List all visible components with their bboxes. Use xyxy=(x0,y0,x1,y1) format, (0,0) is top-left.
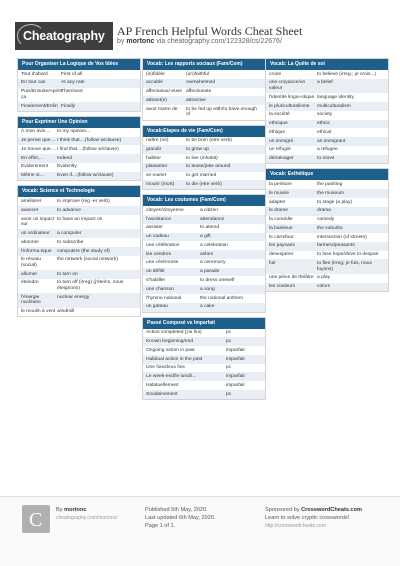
definition-cell: a refugee xyxy=(317,147,338,153)
definition-cell: to stage (a play) xyxy=(317,199,353,205)
table-row xyxy=(143,241,265,250)
table-row xyxy=(143,355,265,364)
term-cell: l'assistance xyxy=(146,216,172,222)
definition-cell: pc xyxy=(226,365,232,371)
section-title: Vocab: Esthétique xyxy=(266,169,388,180)
definition-cell: Then/next xyxy=(61,89,83,95)
table-row xyxy=(18,128,140,137)
section-title: Pour Organiser La Logique de Vos Idées xyxy=(18,59,140,70)
table-row xyxy=(143,364,265,373)
definition-cell: to be born (etre verb) xyxy=(186,138,232,144)
term-cell: citoyen/citoyenne xyxy=(146,207,184,213)
definition-cell: imparfait xyxy=(226,374,245,380)
definition-cell: an immigrant xyxy=(317,138,346,144)
term-cell: En effet,... xyxy=(21,155,44,161)
definition-cell: imparfait xyxy=(226,382,245,388)
definition-cell: a play xyxy=(317,275,331,281)
term-cell: éthique xyxy=(269,129,286,135)
table-row xyxy=(143,381,265,390)
table-row xyxy=(18,270,140,279)
definition-cell: imparfait xyxy=(226,356,245,362)
definition-cell: to live (inhabit) xyxy=(186,155,218,161)
table-row xyxy=(266,155,388,164)
definition-cell: At any rate xyxy=(61,80,85,86)
table-row xyxy=(266,207,388,216)
definition-cell: to have an impact on xyxy=(57,216,103,222)
section-box xyxy=(142,58,266,121)
definition-cell: a belief xyxy=(317,80,333,86)
term-cell: Evidemment xyxy=(21,164,49,170)
byline-via: via xyxy=(156,38,166,45)
section-title: Vocab: Les coutumes (Fam/Com) xyxy=(143,195,265,206)
definition-cell: to attend xyxy=(200,225,220,231)
definition-cell: to tease/joke around xyxy=(186,164,231,170)
table-row xyxy=(266,93,388,102)
table-row xyxy=(18,238,140,247)
table-row xyxy=(143,224,265,233)
definition-cell: to improve (reg -er verb) xyxy=(57,199,110,204)
definition-cell: In my opinion... xyxy=(57,129,91,135)
term-cell: Tout d'abord xyxy=(21,71,48,77)
term-cell: assister xyxy=(146,225,163,231)
table-row xyxy=(143,180,265,189)
definition-cell: to flee (irreg; je fuis, nous fuyons) xyxy=(317,261,372,272)
term-cell: le moulin à vent xyxy=(21,309,56,315)
sponsor-link[interactable]: CrosswordCheats.com xyxy=(301,507,363,513)
table-row xyxy=(266,198,388,207)
definition-cell: to subscribe xyxy=(57,239,84,245)
definition-cell: the suburbs xyxy=(317,225,343,231)
definition-cell: multiculturalism xyxy=(317,103,351,109)
definition-cell: to get married xyxy=(186,173,217,179)
definition-cell: to advance xyxy=(57,207,81,213)
definition-cell: society xyxy=(317,112,333,118)
table-row xyxy=(143,329,265,338)
term-cell: un défilé xyxy=(146,269,165,275)
definition-cell: to believe (irreg.; je crois...) xyxy=(317,71,376,77)
table-row xyxy=(266,180,388,189)
definition-cell: a celebration xyxy=(200,242,229,248)
definition-cell: the museum xyxy=(317,190,344,196)
table-row xyxy=(18,229,140,238)
table-row xyxy=(143,285,265,294)
definition-cell: the painting xyxy=(317,182,343,187)
term-cell: une cérémonie xyxy=(146,260,179,266)
page-header xyxy=(0,0,400,52)
table-row xyxy=(18,206,140,215)
term-cell: grandir xyxy=(146,146,162,152)
table-row xyxy=(143,206,265,215)
section-title: Vocab: Les rapports sociaux (Fam/Com) xyxy=(143,59,265,70)
term-cell: Habituellement xyxy=(146,382,179,388)
term-cell: le réseau (social) xyxy=(21,257,42,268)
term-cell: améliorer xyxy=(21,199,42,204)
term-cell: Le week-end/le lundi/... xyxy=(146,374,197,380)
term-cell: Known beginning/end xyxy=(146,338,194,344)
table-row xyxy=(18,197,140,206)
table-row xyxy=(18,88,140,102)
term-cell: désespérer xyxy=(269,252,294,258)
term-cell: un immigré xyxy=(269,138,294,144)
definition-cell: to grow up xyxy=(186,146,209,152)
term-cell: l'identité lingui-stique xyxy=(269,94,315,100)
section-box xyxy=(17,185,141,317)
section-title: Vocab: La Quête de soi xyxy=(266,59,388,70)
table-row xyxy=(266,128,388,137)
definition-cell: computers (the study of) xyxy=(57,248,110,254)
term-cell: habiter xyxy=(146,155,161,161)
table-row xyxy=(143,233,265,242)
term-cell: les cendres xyxy=(146,251,172,257)
table-row xyxy=(143,276,265,285)
definition-cell: to move xyxy=(317,156,335,162)
definition-cell: Finally xyxy=(61,103,76,109)
term-cell: affectueux/-euse xyxy=(146,89,183,95)
term-cell: Finalement/Enfin xyxy=(21,103,58,109)
table-row xyxy=(143,70,265,79)
table-row xyxy=(266,102,388,111)
term-cell: la peinture xyxy=(269,182,292,187)
section-title: Pour Exprimer Une Opinion xyxy=(18,117,140,128)
term-cell: Ongoing action in past xyxy=(146,347,195,353)
term-cell: En tout cas xyxy=(21,80,46,86)
definition-cell: a ceremony xyxy=(200,260,226,266)
term-cell: accablé xyxy=(146,80,163,86)
term-cell: avoir marre de xyxy=(146,106,178,112)
definition-cell: imparfait xyxy=(226,347,245,353)
term-cell: Même si.... xyxy=(21,173,45,179)
column-middle xyxy=(142,58,266,404)
definition-cell: drama xyxy=(317,208,331,214)
definition-cell: comedy xyxy=(317,217,335,223)
published-date: Published 5th May, 2020. xyxy=(145,507,208,513)
term-cell: adapter xyxy=(269,199,286,205)
sponsor-prefix: Sponsored by xyxy=(265,507,300,513)
term-cell: la comédie xyxy=(269,217,293,223)
term-cell: une croyance/un valeur xyxy=(269,80,306,91)
definition-cell: ashes xyxy=(200,251,214,257)
table-row xyxy=(143,79,265,88)
table-row xyxy=(143,215,265,224)
definition-cell: affectionate xyxy=(186,89,212,95)
term-cell: le pluriculturalisme xyxy=(269,103,310,109)
logo-text: Cheatography xyxy=(23,29,105,43)
table-row xyxy=(143,145,265,154)
term-cell: l'énergie nucléaire xyxy=(21,294,41,306)
footer-author-url[interactable]: cheatography.com/mortonc/ xyxy=(56,515,118,521)
term-cell: le drame xyxy=(269,208,289,214)
definition-cell: overwhelmed xyxy=(186,80,216,86)
term-cell: avancer xyxy=(21,207,39,213)
term-cell: ethnique xyxy=(269,121,288,127)
definition-cell: First of all xyxy=(61,71,83,77)
c-logo-letter: C xyxy=(29,509,43,531)
table-row xyxy=(143,154,265,163)
column-right xyxy=(265,58,389,296)
definition-cell: a song xyxy=(200,286,215,292)
definition-cell: language identity xyxy=(317,94,354,100)
definition-cell: pc xyxy=(226,391,232,397)
section-box xyxy=(265,168,389,292)
term-cell: une pièce de théâtre xyxy=(269,275,314,281)
term-cell: la banlieue xyxy=(269,225,293,231)
term-cell: les couleurs xyxy=(269,284,296,290)
definition-cell: a parade xyxy=(200,269,220,275)
table-row xyxy=(266,233,388,242)
footer-by: By xyxy=(56,507,63,513)
definition-cell: a computer xyxy=(57,230,82,236)
footer-author-block xyxy=(56,506,118,522)
definition-cell: to turn off (irreg) (j'éteins, nous éteignons) xyxy=(57,280,124,292)
definition-cell: farmers/peasants xyxy=(317,243,355,249)
term-cell: déménager xyxy=(269,156,294,162)
cheatography-c-logo xyxy=(22,505,50,533)
page-count: Page 1 of 1. xyxy=(145,523,176,529)
term-cell: abonner xyxy=(21,239,39,245)
term-cell: le musée xyxy=(269,190,289,196)
term-cell: se marier xyxy=(146,173,167,179)
table-row xyxy=(18,102,140,111)
term-cell: s'habiller xyxy=(146,278,166,284)
definition-cell: attendance xyxy=(200,216,225,222)
column-left xyxy=(17,58,141,321)
section-title: Vocab: Science et Technologie xyxy=(18,186,140,197)
term-cell: naître (né) xyxy=(146,138,169,144)
cheatography-logo[interactable] xyxy=(15,22,113,50)
term-cell: attirant(e) xyxy=(146,97,167,103)
definition-cell: ethical xyxy=(317,129,332,135)
table-row xyxy=(266,137,388,146)
definition-cell: colors xyxy=(317,284,331,290)
table-row xyxy=(266,70,388,79)
sponsor-text: Learn to solve cryptic crosswords! xyxy=(265,515,350,521)
definition-cell: nuclear energy xyxy=(57,294,90,300)
term-cell: Soudainement xyxy=(146,391,178,397)
table-row xyxy=(266,189,388,198)
sponsor-url[interactable]: http://crosswordcheats.com xyxy=(265,523,326,529)
term-cell: un réfugié xyxy=(269,147,291,153)
definition-cell: pc xyxy=(226,330,232,336)
table-row xyxy=(18,154,140,163)
term-cell: Habitual action in the past xyxy=(146,356,203,362)
table-row xyxy=(143,96,265,105)
section-title: Vocab:Etapes de vie (Fam/Com) xyxy=(143,126,265,137)
table-row xyxy=(18,163,140,172)
term-cell: éteindre xyxy=(21,280,39,286)
term-cell: plaisanter xyxy=(146,164,168,170)
term-cell: une chanson xyxy=(146,286,175,292)
table-row xyxy=(143,172,265,181)
term-cell: une célébration xyxy=(146,242,180,248)
term-cell: Je pense que.... xyxy=(21,138,56,144)
definition-cell: a cake xyxy=(200,304,215,310)
definition-cell: Even if....(follow w/clause) xyxy=(57,173,114,179)
table-row xyxy=(18,308,140,317)
page-title: AP French Helpful Words Cheat Sheet xyxy=(117,24,303,38)
term-cell: allumer xyxy=(21,271,38,277)
table-row xyxy=(143,137,265,146)
definition-cell: windmill xyxy=(57,309,75,315)
table-row xyxy=(143,372,265,381)
section-box xyxy=(142,125,266,191)
footer-dates-block xyxy=(145,506,216,530)
definition-cell: the national anthem xyxy=(200,295,243,301)
table-row xyxy=(18,172,140,181)
author-link[interactable]: mortonc xyxy=(126,38,155,45)
table-row xyxy=(143,88,265,97)
table-row xyxy=(266,120,388,129)
table-row xyxy=(143,337,265,346)
table-row xyxy=(266,216,388,225)
byline xyxy=(117,38,282,45)
term-cell: un cadeau xyxy=(146,234,169,240)
definition-cell: to dress oneself xyxy=(200,278,235,284)
term-cell: les paysans xyxy=(269,243,295,249)
table-row xyxy=(143,250,265,259)
table-row xyxy=(143,294,265,303)
definition-cell: ethnic xyxy=(317,121,331,127)
definition-cell: to be fed up with/to have enough of xyxy=(186,106,257,118)
table-row xyxy=(266,79,388,93)
section-box xyxy=(17,58,141,112)
table-row xyxy=(143,259,265,268)
term-cell: Je trouve que.... xyxy=(21,146,57,152)
table-row xyxy=(266,274,388,283)
term-cell: avoir un impact sur xyxy=(21,216,55,228)
definition-cell: to lose hope/drive to despair xyxy=(317,252,379,258)
table-row xyxy=(18,145,140,154)
term-cell: un gateau xyxy=(146,304,168,310)
term-cell: Puis/Ensuite/Après ça xyxy=(21,89,63,100)
table-row xyxy=(18,137,140,146)
table-row xyxy=(266,146,388,155)
definition-cell: the network (social network) xyxy=(57,257,118,263)
term-cell: croire xyxy=(269,71,282,77)
definition-cell: I think that....(follow w/clause) xyxy=(57,138,122,144)
table-row xyxy=(266,259,388,273)
table-row xyxy=(18,256,140,270)
section-box xyxy=(142,317,266,400)
definition-cell: I find that....(follow w/clause) xyxy=(57,146,119,152)
table-row xyxy=(266,111,388,120)
section-box xyxy=(142,194,266,312)
table-row xyxy=(18,215,140,229)
table-row xyxy=(143,390,265,399)
footer-author-link[interactable]: mortonc xyxy=(64,507,87,513)
term-cell: la société xyxy=(269,112,290,118)
page-footer xyxy=(0,496,400,566)
sheet-url[interactable]: cheatography.com/122328/cs/22676/ xyxy=(167,38,282,45)
term-cell: l'hymne national xyxy=(146,295,182,301)
term-cell: mourir (mort) xyxy=(146,182,175,187)
term-cell: fuir xyxy=(269,261,276,267)
definition-cell: (un)faithful xyxy=(186,71,210,77)
term-cell: Action completed (j'ai fini) xyxy=(146,330,202,336)
updated-date: Last updated 6th May, 2020. xyxy=(145,515,216,521)
footer-sponsor-block xyxy=(265,506,362,530)
table-row xyxy=(143,105,265,119)
table-row xyxy=(143,268,265,277)
definition-cell: a citizen xyxy=(200,207,218,213)
byline-by: by xyxy=(117,38,125,45)
definition-cell: pc xyxy=(226,338,232,344)
definition-cell: a gift xyxy=(200,234,211,240)
table-row xyxy=(266,242,388,251)
table-row xyxy=(18,79,140,88)
term-cell: Une fois/deux fois xyxy=(146,365,185,371)
table-row xyxy=(266,283,388,292)
section-box xyxy=(17,116,141,182)
table-row xyxy=(266,224,388,233)
table-row xyxy=(18,293,140,307)
section-box xyxy=(265,58,389,164)
term-cell: l'informa-tique xyxy=(21,248,52,254)
table-row xyxy=(18,279,140,293)
definition-cell: to turn on xyxy=(57,271,78,277)
definition-cell: intersection (of streets) xyxy=(317,234,367,240)
term-cell: (in)fidèle xyxy=(146,71,165,77)
table-row xyxy=(266,251,388,260)
table-row xyxy=(18,247,140,256)
table-row xyxy=(143,346,265,355)
section-title: Passé Composé vs Imparfait xyxy=(143,318,265,329)
table-row xyxy=(143,303,265,312)
definition-cell: Indeed xyxy=(57,155,72,161)
definition-cell: attractive xyxy=(186,97,206,103)
table-row xyxy=(18,70,140,79)
definition-cell: Evidently xyxy=(57,164,77,170)
term-cell: À mon avis.... xyxy=(21,129,51,135)
term-cell: un ordinateur xyxy=(21,230,50,236)
term-cell: le carrefour xyxy=(269,234,294,240)
table-row xyxy=(143,163,265,172)
definition-cell: to die (etre verb) xyxy=(186,182,222,187)
